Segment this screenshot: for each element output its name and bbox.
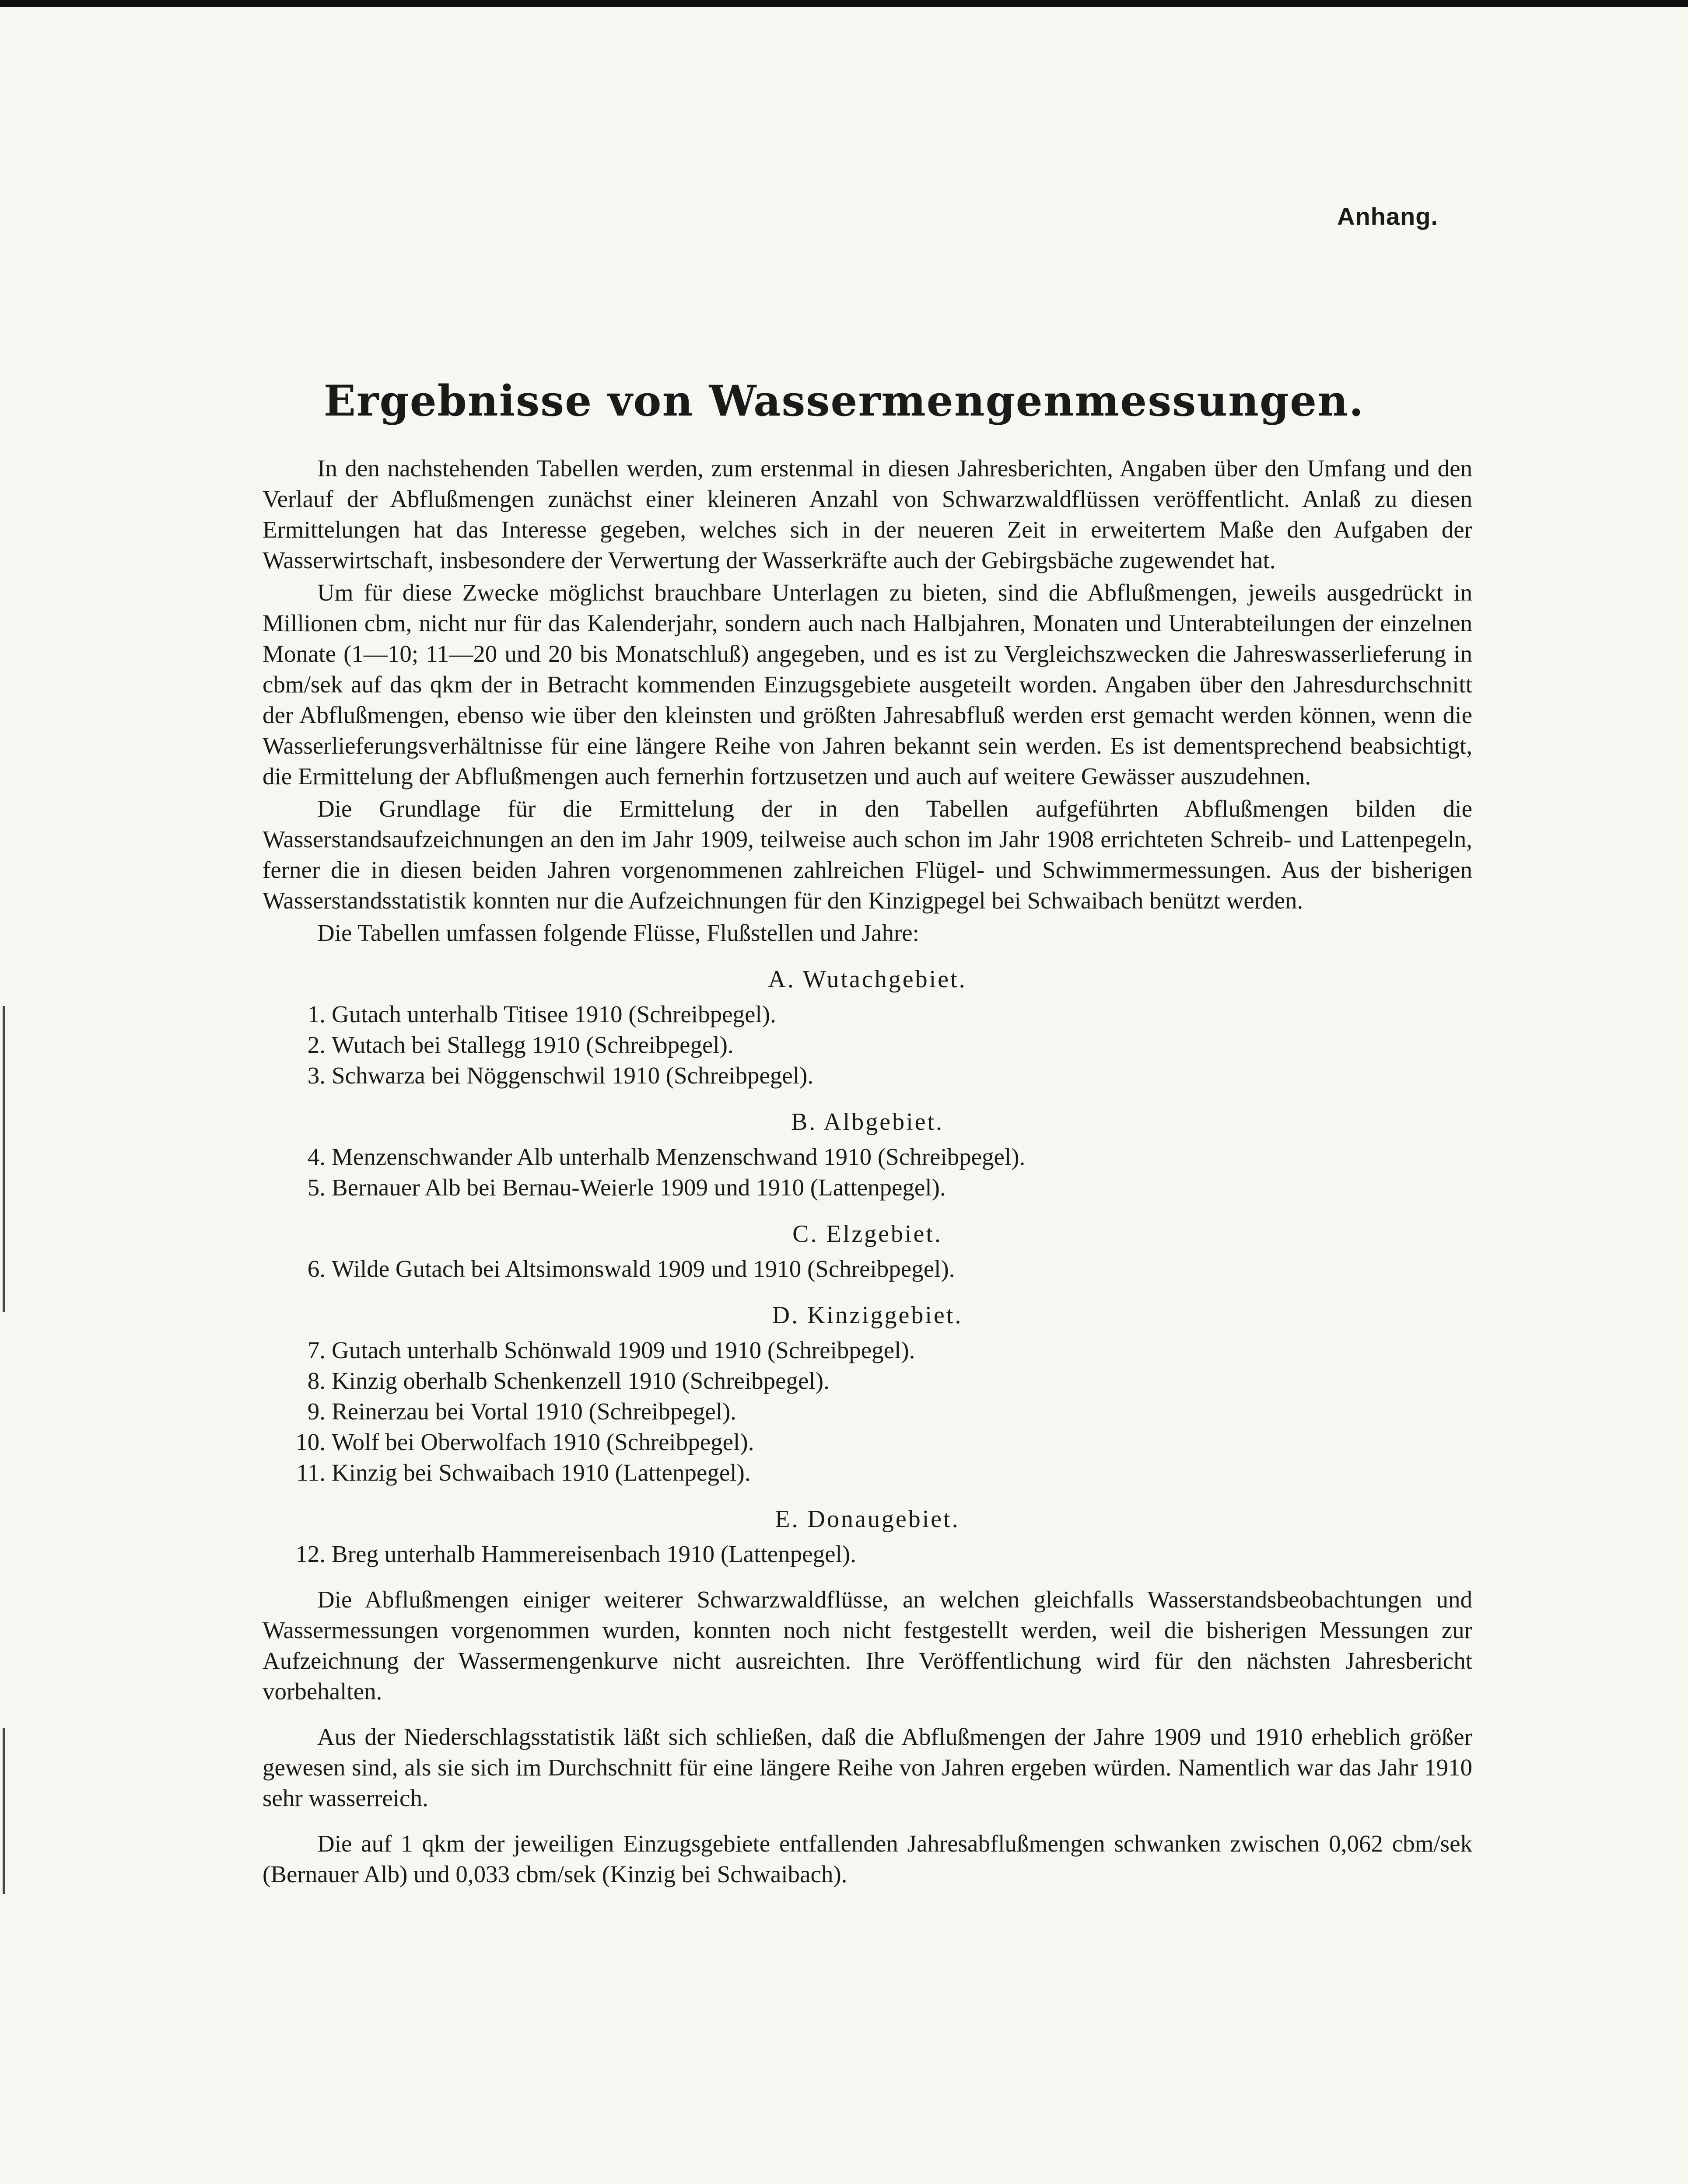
page-top-border (0, 0, 1688, 7)
river-list (263, 1335, 1472, 1488)
page-title: Ergebnisse von Wassermengenmessungen. (323, 376, 1365, 426)
list-item (291, 1539, 1472, 1569)
list-item (291, 1427, 1472, 1457)
paragraph: Die Abflußmengen einiger weiterer Schwarzwaldflüsse, an welchen gleichfalls Wasserstandsbeobachtungen und Wassermessungen vorgenommen wurden, konnten noch nicht festgestellt werden, weil die bisherigen Messungen zur Aufzeichnung der Wassermengenkurve nicht ausreichten. Ihre Veröffentlichung wird für den nächsten Jahresbericht vorbehalten. (263, 1586, 1472, 1705)
item-number: 10. (295, 1429, 326, 1455)
item-number: 3. (307, 1062, 326, 1089)
item-text: Wutach bei Stallegg 1910 (Schreibpegel). (332, 1031, 734, 1058)
paragraph: Die Tabellen umfassen folgende Flüsse, Flußstellen und Jahre: (317, 919, 919, 946)
river-list (263, 999, 1472, 1091)
item-text: Kinzig oberhalb Schenkenzell 1910 (Schreibpegel). (332, 1367, 830, 1394)
list-item (291, 1254, 1472, 1284)
list-item (291, 1172, 1472, 1203)
item-text: Bernauer Alb bei Bernau-Weierle 1909 und 1910 (Lattenpegel). (332, 1174, 946, 1201)
item-text: Gutach unterhalb Schönwald 1909 und 1910 (Schreibpegel). (332, 1337, 915, 1363)
document-body (263, 453, 1472, 1890)
item-number: 6. (307, 1255, 326, 1282)
list-item (291, 1142, 1472, 1172)
section-heading: B. Albgebiet. (791, 1108, 944, 1136)
section-heading: C. Elzgebiet. (792, 1220, 942, 1248)
item-text: Kinzig bei Schwaibach 1910 (Lattenpegel). (332, 1459, 751, 1486)
list-item (291, 999, 1472, 1030)
list-item (291, 1335, 1472, 1366)
appendix-label: Anhang. (1337, 203, 1438, 230)
section-heading: E. Donaugebiet. (775, 1506, 960, 1533)
river-list (263, 1142, 1472, 1203)
item-number: 2. (307, 1031, 326, 1058)
scan-edge-mark (3, 1006, 5, 1312)
paragraph: Um für diese Zwecke möglichst brauchbare Unterlagen zu bieten, sind die Abflußmengen, jeweils ausgedrückt in Millionen cbm, nicht nur für das Kalenderjahr, sondern auch nach Halbjahren, Monaten und Unterabteilungen der einzelnen Monate (1—10; 11—20 und 20 bis Monatschluß) angegeben, und es ist zu Vergleichszwecken die Jahreswasserlieferung in cbm/sek auf das qkm der in Betracht kommenden Einzugsgebiete ausgeteilt worden. Angaben über den Jahresdurchschnitt der Abflußmengen, ebenso wie über den kleinsten und größten Jahresabfluß werden erst gemacht werden können, wenn die Wasserlieferungsverhältnisse für eine längere Reihe von Jahren bekannt sein werden. Es ist dementsprechend beabsichtigt, die Ermittelung der Abflußmengen auch fernerhin fortzusetzen und auch auf weitere Gewässer auszudehnen. (263, 579, 1472, 790)
item-text: Schwarza bei Nöggenschwil 1910 (Schreibpegel). (332, 1062, 814, 1089)
item-number: 9. (307, 1398, 326, 1425)
paragraph: Die Grundlage für die Ermittelung der in den Tabellen aufgeführten Abflußmengen bilden die Wasserstandsaufzeichnungen an den im Jahr 1909, teilweise auch schon im Jahr 1908 errichteten Schreib- und Lattenpegeln, ferner die in diesen beiden Jahren vorgenommenen zahlreichen Flügel- und Schwimmermessungen. Aus der bisherigen Wasserstandsstatistik konnten nur die Aufzeichnungen für den Kinzigpegel bei Schwaibach benützt werden. (263, 795, 1472, 914)
item-text: Wolf bei Oberwolfach 1910 (Schreibpegel). (332, 1429, 754, 1455)
item-number: 12. (295, 1541, 326, 1567)
list-item (291, 1060, 1472, 1091)
item-number: 5. (307, 1174, 326, 1201)
paragraph: Die auf 1 qkm der jeweiligen Einzugsgebiete entfallenden Jahresabflußmengen schwanken zwischen 0,062 cbm/sek (Bernauer Alb) und 0,033 cbm/sek (Kinzig bei Schwaibach). (263, 1830, 1472, 1887)
river-list (263, 1254, 1472, 1284)
paragraph: In den nachstehenden Tabellen werden, zum erstenmal in diesen Jahresberichten, Angaben über den Umfang und den Verlauf der Abflußmengen zunächst einer kleineren Anzahl von Schwarzwaldflüssen veröffentlicht. Anlaß zu diesen Ermittelungen hat das Interesse gegeben, welches sich in der neueren Zeit in erweitertem Maße den Aufgaben der Wasserwirtschaft, insbesondere der Verwertung der Wasserkräfte auch der Gebirgsbäche zugewendet hat. (263, 455, 1472, 573)
list-item (291, 1396, 1472, 1427)
list-item (291, 1030, 1472, 1060)
item-number: 4. (307, 1143, 326, 1170)
item-number: 8. (307, 1367, 326, 1394)
paragraph: Aus der Niederschlagsstatistik läßt sich schließen, daß die Abflußmengen der Jahre 1909 und 1910 erheblich größer gewesen sind, als sie sich im Durchschnitt für eine längere Reihe von Jahren ergeben würden. Namentlich war das Jahr 1910 sehr wasserreich. (263, 1723, 1472, 1811)
item-number: 7. (307, 1337, 326, 1363)
item-number: 1. (307, 1001, 326, 1027)
item-number: 11. (296, 1459, 326, 1486)
scan-edge-mark (3, 1728, 5, 1894)
item-text: Wilde Gutach bei Altsimonswald 1909 und 1910 (Schreibpegel). (332, 1255, 955, 1282)
list-item (291, 1366, 1472, 1396)
item-text: Gutach unterhalb Titisee 1910 (Schreibpegel). (332, 1001, 776, 1027)
list-item (291, 1457, 1472, 1488)
section-heading: D. Kinziggebiet. (772, 1302, 963, 1329)
item-text: Reinerzau bei Vortal 1910 (Schreibpegel). (332, 1398, 737, 1425)
item-text: Menzenschwander Alb unterhalb Menzenschwand 1910 (Schreibpegel). (332, 1143, 1026, 1170)
item-text: Breg unterhalb Hammereisenbach 1910 (Lattenpegel). (332, 1541, 856, 1567)
river-list (263, 1539, 1472, 1569)
section-heading: A. Wutachgebiet. (768, 966, 967, 993)
